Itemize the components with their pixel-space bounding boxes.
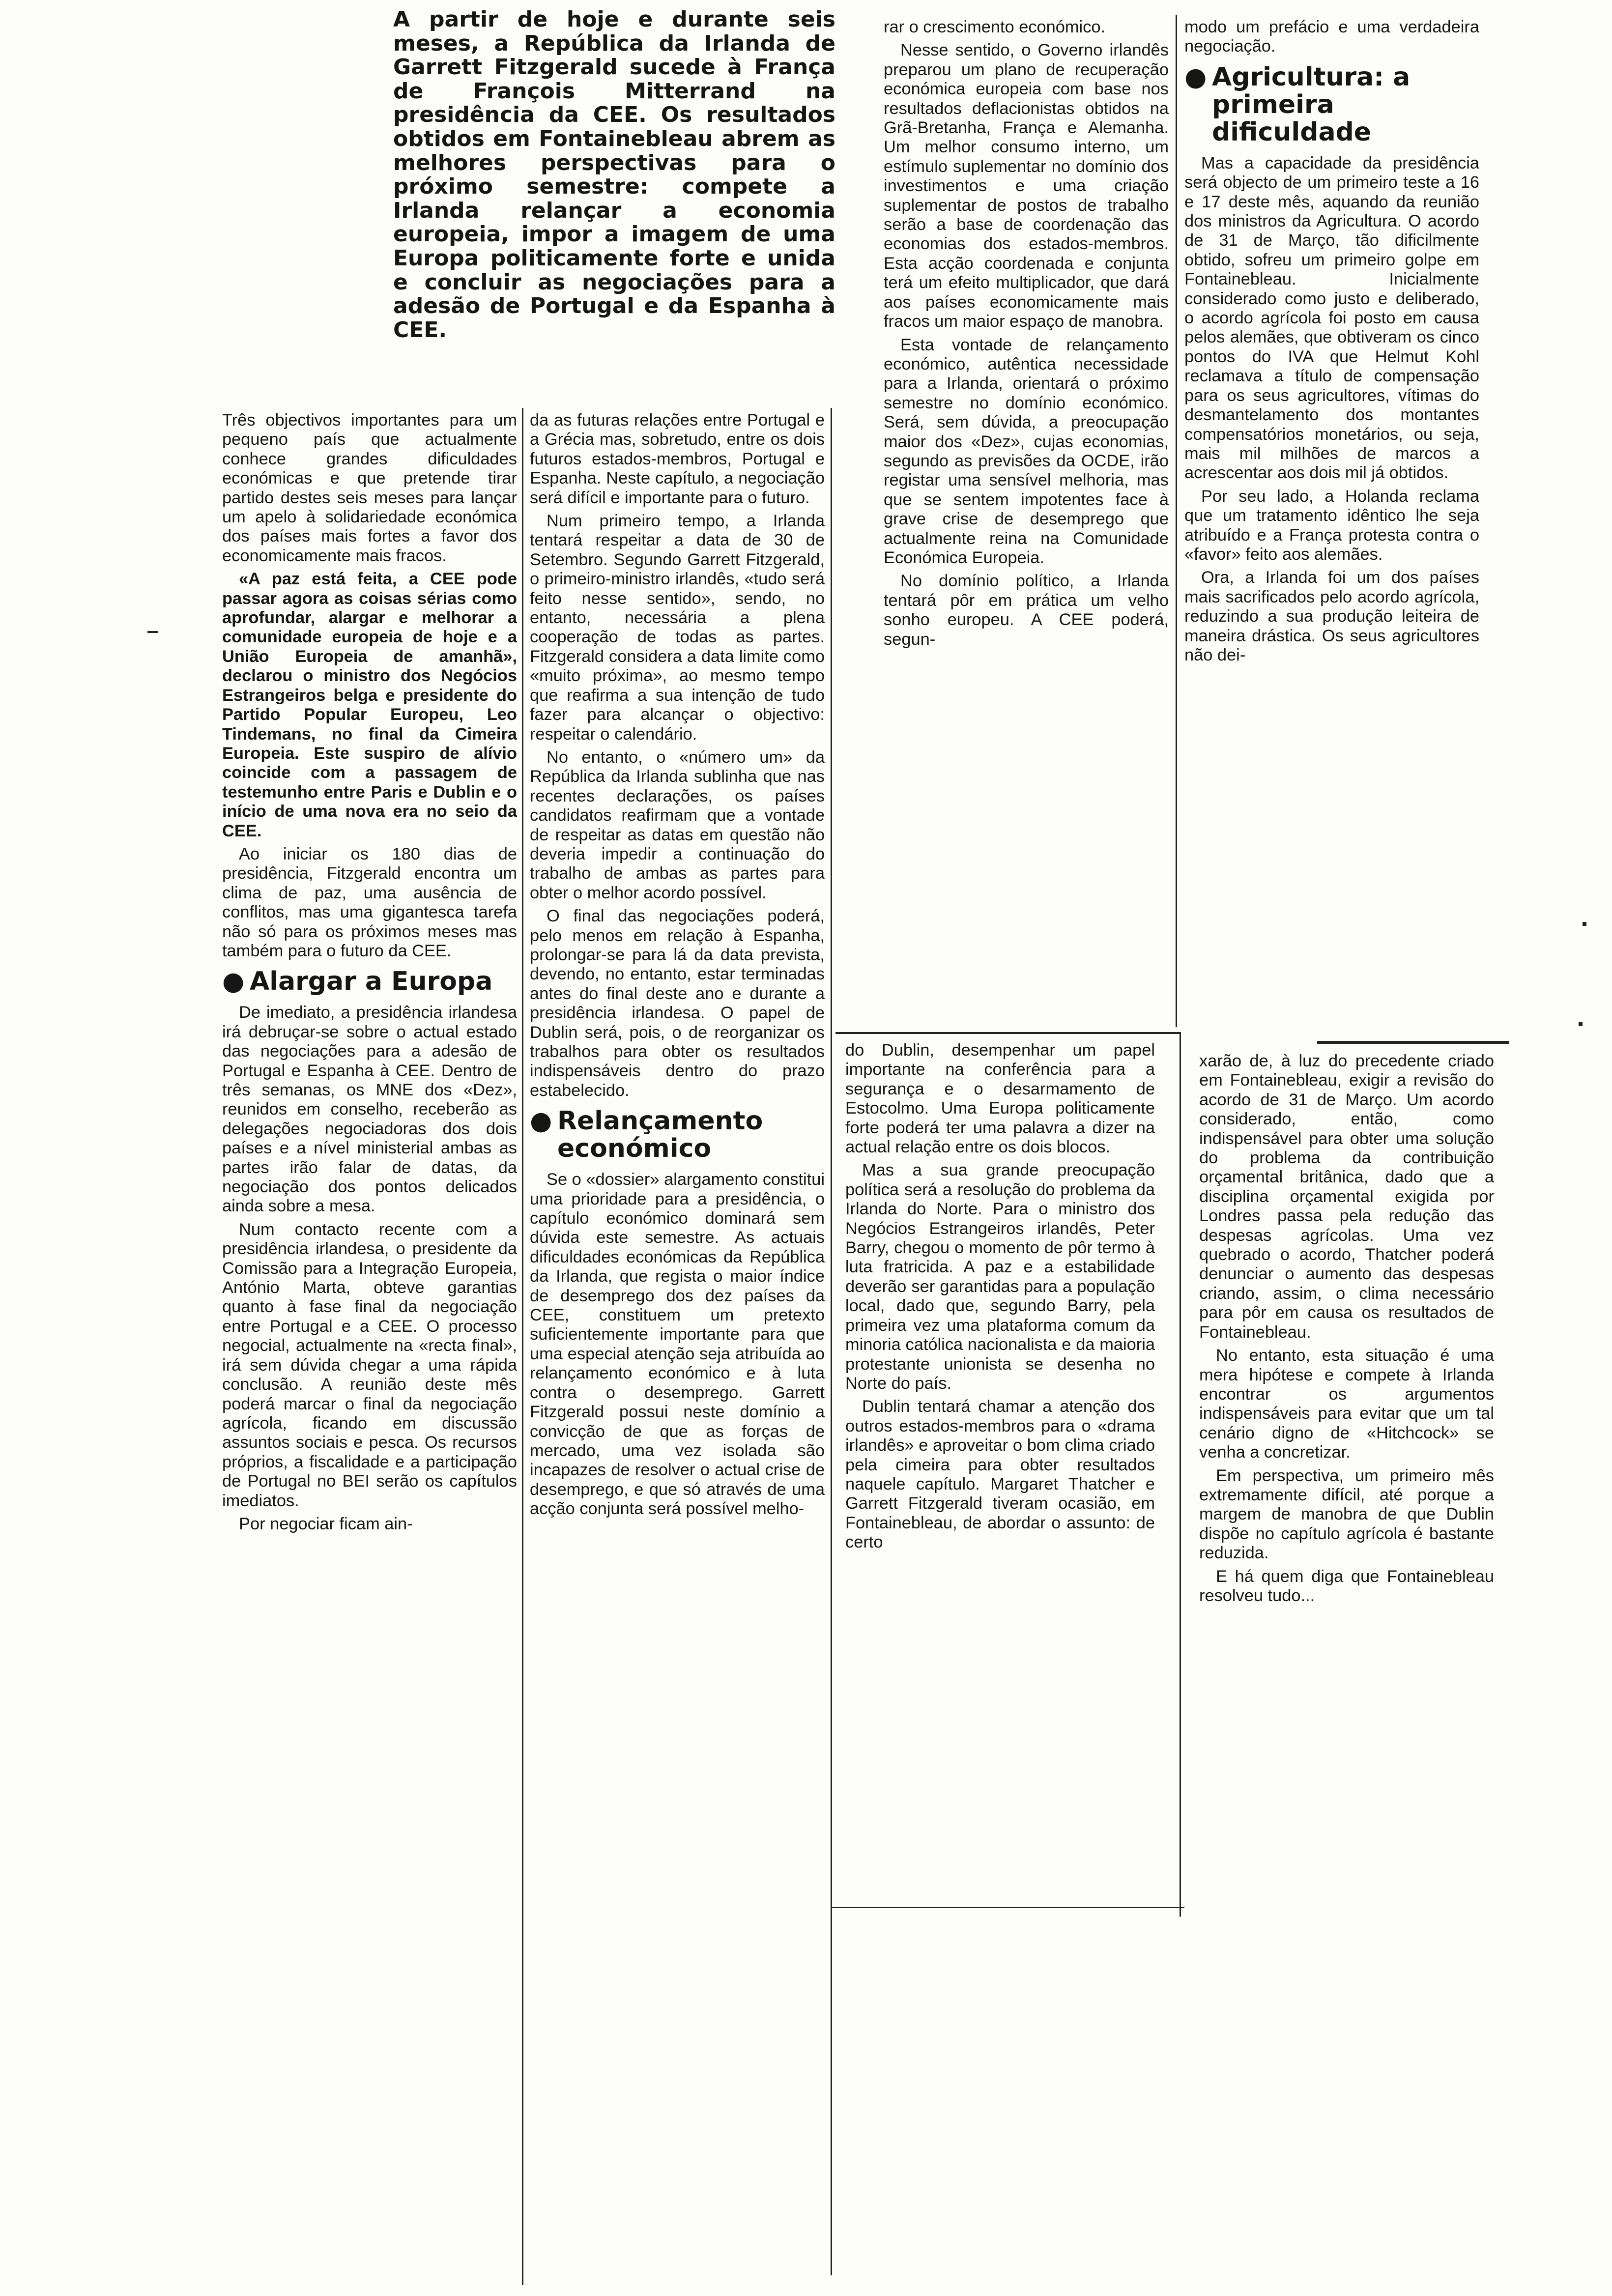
body-paragraph: Nesse sentido, o Governo irlandês preparou um plano de recuperação económica europeia com base nos resultados deflacionistas obtidos na Grã-Bretanha, França e Alemanha. Um melhor consumo interno, um estímulo suplementar no domínio dos investimentos e uma criação suplementar de postos de trabalho serão a base de coordenação das economias dos estados-membros. Esta acção coordenada e conjunta terá um efeito multiplicador, que dará aos países economicamente mais fracos um maior espaço de manobra.	[884, 41, 1169, 331]
body-paragraph: xarão de, à luz do precedente criado em Fontainebleau, exigir a revisão do acordo de 31 de Março. Um acordo considerado, então, como indispensável para obter uma solução do problema da contribuição orçamental britânica, dado que a disciplina orçamental exigida por Londres passa pela redução das despesas agrícolas. Uma vez quebrado o acordo, Thatcher poderá denunciar o aumento das despesas criando, assim, o clima necessário para pôr em causa os resultados de Fontainebleau.	[1199, 1052, 1494, 1342]
body-paragraph: do Dublin, desempenhar um papel importante na conferência para a segurança e o desarmamento de Estocolmo. Uma Europa politicamente forte poderá ter uma palavra a dizer na actual relação entre os dois blocos.	[845, 1041, 1155, 1157]
bullet-icon: ●	[222, 967, 245, 997]
article-column-2	[530, 411, 825, 2273]
body-paragraph: da as futuras relações entre Portugal e a Grécia mas, sobretudo, entre os dois futuros estados-membros, Portugal e Espanha. Neste capítulo, a negociação será difícil e importante para o futuro.	[530, 411, 825, 507]
body-paragraph: Se o «dossier» alargamento constitui uma prioridade para a presidência, o capítulo económico dominará sem dúvida este semestre. As actuais dificuldades económicas da República da Irlanda, que regista o maior índice de desemprego dos dez países da CEE, constituem um pretexto suficientemente importante para que uma especial atenção seja atribuída ao relançamento económico e à luta contra o desemprego. Garrett Fitzgerald possui neste domínio a convicção de que as forças de mercado, uma vez isolada são incapazes de resolver o actual crise de desemprego, e que só através de uma acção conjunta será possível melho-	[530, 1170, 825, 1519]
bullet-icon: ●	[530, 1106, 552, 1136]
body-paragraph: Num contacto recente com a presidência irlandesa, o presidente da Comissão para a Integração Europeia, António Marta, obteve garantias quanto à fase final da negociação entre Portugal e a CEE. O processo negocial, actualmente na «recta final», irá sem dúvida chegar a uma rápida conclusão. A reunião deste mês poderá marcar o final da negociação agrícola, ficando em discussão assuntos sociais e pesca. Os recursos próprios, a fiscalidade e a participação de Portugal no BEI serão os capítulos imediatos.	[222, 1220, 517, 1510]
section-heading	[530, 1107, 825, 1162]
lead-paragraph: A partir de hoje e durante seis meses, a República da Irlanda de Garrett Fitzgerald sucede à França de François Mitterrand na presidência da CEE. Os resultados obtidos em Fontainebleau abrem as melhores perspectivas para o próximo semestre: compete a Irlanda relançar a economia europeia, impor a imagem de uma Europa politicamente forte e unida e concluir as negociações para a adesão de Portugal e da Espanha à CEE.	[393, 8, 835, 343]
body-paragraph: Dublin tentará chamar a atenção dos outros estados-membros para o «drama irlandês» e aproveitar o bom clima criado pela cimeira para obter resultados naquele capítulo. Margaret Thatcher e Garrett Fitzgerald tiveram ocasião, em Fontainebleau, de abordar o assunto: de certo	[845, 1397, 1155, 1552]
body-paragraph: Ao iniciar os 180 dias de presidência, Fitzgerald encontra um clima de paz, uma ausência de conflitos, mas uma gigantesca tarefa não só para os próximos meses mas também para o futuro da CEE.	[222, 844, 517, 960]
section-heading-text: Alargar a Europa	[250, 967, 493, 997]
horizontal-rule	[835, 1032, 1180, 1034]
body-paragraph: «A paz está feita, a CEE pode passar agora as coisas sérias como aprofundar, alargar e melhorar a comunidade europeia de hoje e a União Europeia de amanhã», declarou o ministro dos Negócios Estrangeiros belga e presidente do Partido Popular Europeu, Leo Tindemans, no final da Cimeira Europeia. Este suspiro de alívio coincide com a passagem de testemunho entre Paris e Dublin e o início de uma nova era no seio da CEE.	[222, 570, 517, 840]
body-paragraph: No entanto, o «número um» da República da Irlanda sublinha que nas recentes declarações, os países candidatos reafirmam que a vontade de respeitar as datas em questão não deveria impedir a continuação do trabalho de ambas as partes para obter o melhor acordo possível.	[530, 747, 825, 902]
body-paragraph: De imediato, a presidência irlandesa irá debruçar-se sobre o actual estado das negociações para a adesão de Portugal e Espanha à CEE. Dentro de três semanas, os MNE dos «Dez», reunidos em conselho, receberão as delegações negociadoras dos dois países e a nível ministerial ambas as partes irão falar de datas, da negociação dos pontos delicados ainda sobre a mesa.	[222, 1003, 517, 1216]
body-paragraph: No domínio político, a Irlanda tentará pôr em prática um velho sonho europeu. A CEE poderá, segun-	[884, 572, 1169, 649]
column-divider	[831, 408, 832, 2275]
scan-mark	[147, 631, 158, 633]
section-heading	[222, 968, 517, 995]
body-paragraph: Ora, a Irlanda foi um dos países mais sacrificados pelo acordo agrícola, reduzindo a sua produção leiteira de maneira drástica. Os seus agricultores não dei-	[1184, 568, 1479, 664]
section-heading	[1184, 63, 1479, 146]
body-paragraph: No entanto, esta situação é uma mera hipótese e compete à Irlanda encontrar os argumentos indispensáveis para evitar que um tal cenário digno de «Hitchcock» se venha a concretizar.	[1199, 1346, 1494, 1462]
article-column-1	[222, 411, 517, 2273]
article-column-3-lower	[845, 1041, 1155, 1906]
section-heading-text: Relançamento económico	[557, 1106, 763, 1164]
article-column-3-upper	[884, 18, 1169, 1035]
article-column-4-upper	[1184, 18, 1479, 1030]
scan-mark	[1579, 1022, 1583, 1026]
body-paragraph: Três objectivos importantes para um pequeno país que actualmente conhece grandes dificuldades económicas e que pretende tirar partido destes seis meses para lançar um apelo à solidariedade económica dos países mais fortes a favor dos economicamente mais fracos.	[222, 411, 517, 565]
bullet-icon: ●	[1184, 62, 1207, 92]
body-paragraph: modo um prefácio e uma verdadeira negociação.	[1184, 18, 1479, 56]
body-paragraph: Por negociar ficam ain-	[239, 1514, 413, 1533]
body-paragraph: E há quem diga que Fontainebleau resolveu tudo...	[1199, 1567, 1494, 1605]
horizontal-rule	[831, 1907, 1184, 1908]
body-paragraph: Esta vontade de relançamento económico, autêntica necessidade para a Irlanda, orientará o próximo semestre no domínio económico. Será, sem dúvida, a preocupação maior dos «Dez», cujas economias, segundo as previsões da OCDE, irão registar uma sensível melhoria, mas que se sentem impotentes face à grave crise de desemprego que actualmente reina na Comunidade Económica Europeia.	[884, 335, 1169, 567]
section-heading-text: Agricultura: a primeira dificuldade	[1212, 62, 1410, 147]
article-column-4-lower	[1199, 1052, 1494, 1951]
column-divider	[1180, 1032, 1181, 1917]
body-paragraph: Em perspectiva, um primeiro mês extremamente difícil, até porque a margem de manobra de que Dublin dispõe no capítulo agrícola é bastante reduzida.	[1199, 1466, 1494, 1563]
column-divider	[1176, 15, 1177, 1027]
body-paragraph: Mas a capacidade da presidência será objecto de um primeiro teste a 16 e 17 deste mês, aquando da reunião dos ministros da Agricultura. O acordo de 31 de Março, tão dificilmente obtido, sofreu um primeiro golpe em Fontainebleau. Inicialmente considerado como justo e deliberado, o acordo agrícola foi posto em causa pelos alemães, que obtiveram os cinco pontos do IVA que Helmut Kohl reclamava a título de compensação para os seus agricultores, vítimas do desmantelamento dos montantes compensatórios monetários, ou seja, mais mil milhões de marcos a acrescentar aos dois mil já obtidos.	[1184, 153, 1479, 483]
column-divider	[522, 408, 523, 2285]
body-paragraph: rar o crescimento económico.	[884, 18, 1106, 36]
body-paragraph: Num primeiro tempo, a Irlanda tentará respeitar a data de 30 de Setembro. Segundo Garrett Fitzgerald, o primeiro-ministro irlandês, «tudo será feito nesse sentido», sendo, no entanto, necessária a plena cooperação de todas as partes. Fitzgerald considera a data limite como «muito próxima», ao mesmo tempo que reafirma a sua intenção de tudo fazer para alcançar o objectivo: respeitar o calendário.	[530, 512, 825, 744]
body-paragraph: Por seu lado, a Holanda reclama que um tratamento idêntico lhe seja atribuído e a França protesta contra o «favor» feito aos alemães.	[1184, 487, 1479, 564]
body-paragraph: Mas a sua grande preocupação política será a resolução do problema da Irlanda do Norte. Para o ministro dos Negócios Estrangeiros irlandês, Peter Barry, chegou o momento de pôr termo à luta fratricida. A paz e a estabilidade deverão ser garantidas para a população local, dado que, segundo Barry, pela primeira vez uma plataforma comum da minoria católica nacionalista e da maioria protestante unionista se desenha no Norte do país.	[845, 1161, 1155, 1393]
scan-mark	[1583, 922, 1586, 926]
body-paragraph: O final das negociações poderá, pelo menos em relação à Espanha, prolongar-se para lá da data prevista, devendo, no entanto, estar terminadas antes do final deste ano e durante a presidência irlandesa. O papel de Dublin será, pois, o de reorganizar os trabalhos para obter os resultados indispensáveis dentro do prazo estabelecido.	[530, 907, 825, 1100]
horizontal-rule	[1317, 1041, 1509, 1044]
